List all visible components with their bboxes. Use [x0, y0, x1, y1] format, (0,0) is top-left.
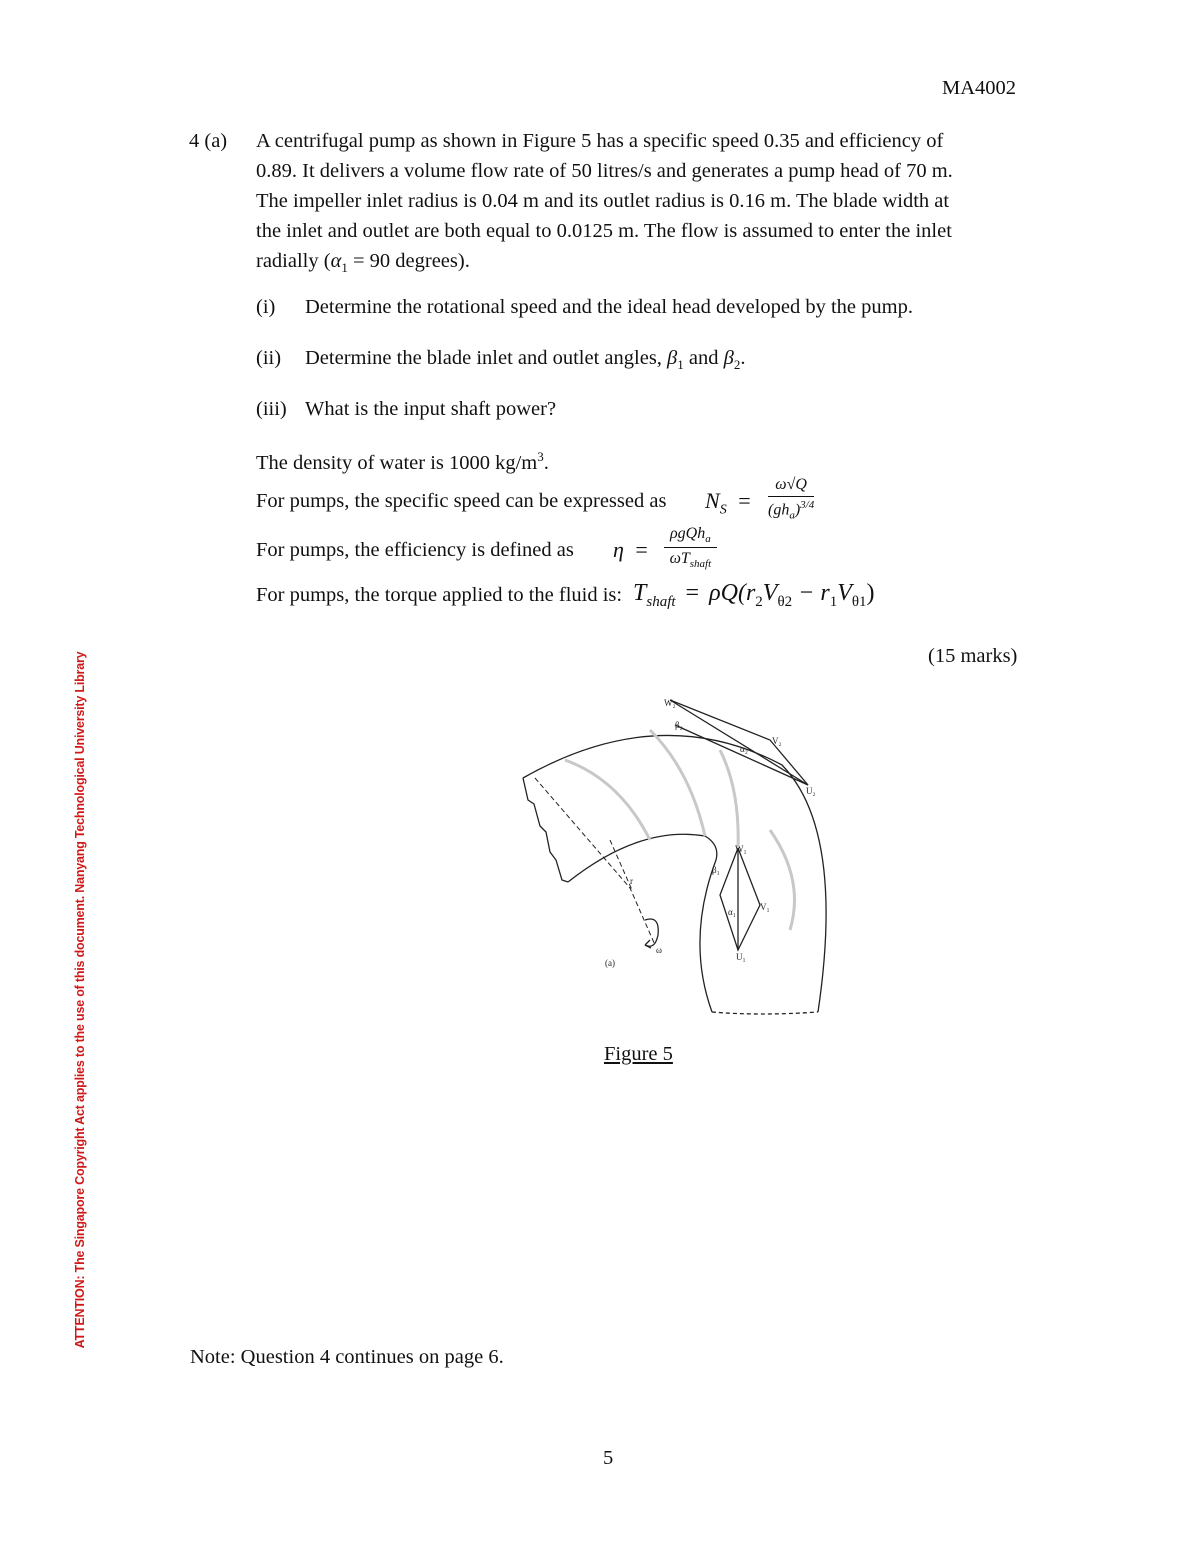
- label-w2: W₂: [664, 698, 676, 708]
- specific-speed-lhs: $N_S$ =: [705, 488, 751, 518]
- blade-2: [650, 730, 705, 836]
- centrifugal-pump-figure: [500, 690, 840, 1030]
- label-alpha1: α₁: [728, 907, 736, 917]
- label-r: r: [630, 876, 633, 886]
- question-number: 4 (a): [189, 130, 228, 152]
- course-code: MA4002: [942, 77, 1017, 99]
- label-a: (a): [605, 958, 615, 968]
- label-u1: U₁: [736, 952, 746, 962]
- blade-4: [770, 830, 795, 930]
- label-w1: W₁: [735, 844, 747, 854]
- outlet-blade-line: [675, 725, 808, 785]
- inlet-velocity-triangle: [720, 848, 760, 950]
- label-beta1: β₁: [712, 865, 720, 875]
- torque-text: For pumps, the torque applied to the fluid is:: [256, 584, 623, 606]
- torque-formula: $T_{shaft} = \rho Q(r_2V_{\theta 2} - r_1V_{\theta 1})$: [633, 580, 875, 610]
- bottom-edge: [712, 1012, 818, 1014]
- inner-wall-curve: [700, 860, 716, 1012]
- efficiency-text: For pumps, the efficiency is defined as: [256, 539, 574, 561]
- page-number: 5: [603, 1447, 614, 1469]
- blade-3: [720, 750, 738, 848]
- label-beta2: β₂: [675, 720, 683, 730]
- specific-speed-fraction: $\frac{\omega√Q}{(gh_a)^{3/4}}$: [768, 476, 815, 522]
- intro-line-3: The impeller inlet radius is 0.04 m and its outlet radius is 0.16 m. The blade width at: [256, 190, 950, 212]
- label-v2: V₂: [772, 736, 782, 746]
- radius-line-inner: [610, 840, 632, 890]
- label-u2: U₂: [806, 786, 816, 796]
- part-ii-text: Determine the blade inlet and outlet angles, $\beta_1$ and $\beta_2$.: [305, 347, 746, 373]
- part-iii-text: What is the input shaft power?: [305, 398, 557, 420]
- intro-line-4: the inlet and outlet are both equal to 0.0125 m. The flow is assumed to enter the inlet: [256, 220, 952, 242]
- copyright-notice: ATTENTION: The Singapore Copyright Act applies to the use of this document. Nanyang Technological University Library: [73, 651, 87, 1349]
- outlet-u2-vector: [670, 700, 808, 785]
- figure-caption: Figure 5: [604, 1043, 673, 1065]
- intro-line-1: A centrifugal pump as shown in Figure 5 has a specific speed 0.35 and efficiency of: [256, 130, 944, 152]
- efficiency-lhs: η =: [613, 537, 648, 562]
- specific-speed-text: For pumps, the specific speed can be expressed as: [256, 490, 667, 512]
- part-i-label: (i): [256, 296, 276, 318]
- radius-line-outer: [535, 778, 655, 945]
- part-iii-label: (iii): [256, 398, 287, 420]
- density-note: The density of water is 1000 $kg/m^3$.: [256, 449, 549, 474]
- casing-outer-arc: [523, 735, 826, 1012]
- label-omega: ω: [656, 945, 662, 955]
- label-alpha2: α₂: [740, 744, 748, 754]
- part-ii-label: (ii): [256, 347, 282, 369]
- continuation-note: Note: Question 4 continues on page 6.: [190, 1346, 504, 1368]
- intro-line-2: 0.89. It delivers a volume flow rate of 50 litres/s and generates a pump head of 70 m.: [256, 160, 953, 182]
- broken-edge: [523, 778, 568, 882]
- marks: (15 marks): [928, 645, 1018, 667]
- intro-line-5: radially ($\alpha_1 = 90$ degrees).: [256, 250, 470, 276]
- part-i-text: Determine the rotational speed and the ideal head developed by the pump.: [305, 296, 913, 318]
- label-v1: V₁: [760, 902, 770, 912]
- efficiency-fraction: $\frac{\rho gQh_a}{\omega T_{shaft}}$: [658, 525, 717, 570]
